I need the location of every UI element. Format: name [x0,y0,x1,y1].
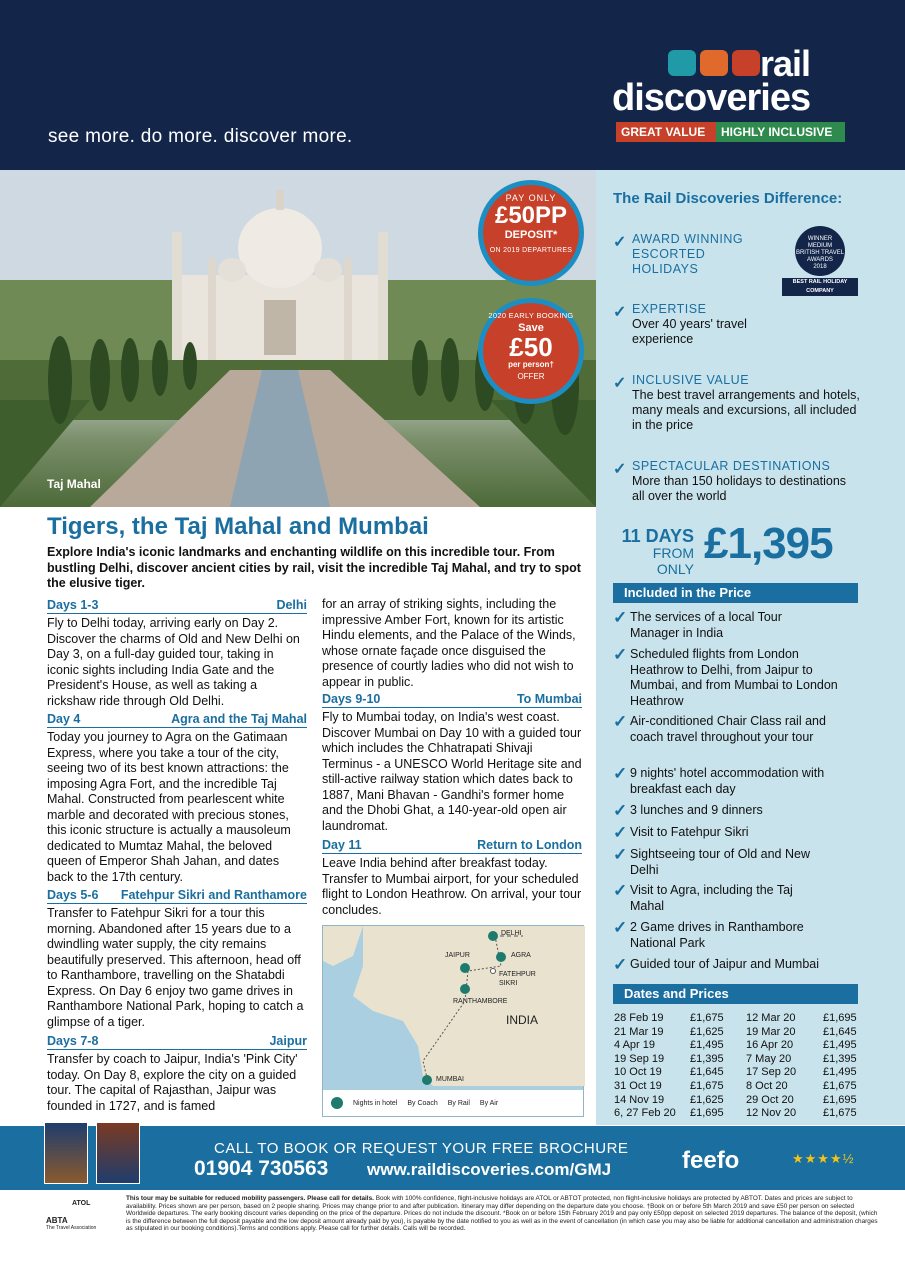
difference-text: More than 150 holidays to destinations all over the world [632,474,847,503]
check-icon: ✓ [613,608,628,627]
included-item [613,957,863,973]
section-body: Fly to Mumbai today, on India's west coast. Discover Mumbai on Day 10 with a guided tour which includes the Chhatrapati Shivaji Terminus - a UNESCO World Heritage site and still-active railway station which dates back to 1887, Mani Bhavan - Gandhi's former home and the Dhobi Ghat, a 140-year-old open air laundromat. [322,710,582,833]
section-day: Days 1-3 [47,598,99,612]
legend-hotel: Nights in hotel [353,1099,398,1107]
check-icon: ✓ [613,712,628,731]
departure-price: £1,395 [823,1052,857,1065]
logo-discoveries[interactable]: discoveries [612,77,811,119]
departure-date: 12 Mar 20 [746,1012,796,1024]
difference-heading: AWARD WINNING ESCORTED HOLIDAYS [632,232,744,276]
included-title: Included in the Price [613,583,858,603]
phone-number[interactable]: 01904 730563 [194,1157,329,1180]
departure-price: £1,495 [823,1066,857,1079]
map-label-ranthambore: RANTHAMBORE [453,998,508,1005]
atol-logo: ATOL [72,1200,91,1207]
award-winner: WINNER [807,236,833,242]
difference-item-award [613,232,773,277]
included-item-text: Air-conditioned Chair Class rail and coach travel throughout your tour [630,714,826,744]
section-body: Transfer by coach to Jaipur, India's 'Pink City' today. On Day 8, explore the city on a guided tour. The capital of Rajasthan, Jaipur was founded in 1727, and is famed [47,1052,298,1113]
deposit-offer-bottom: ON 2019 DEPARTURES [489,247,573,254]
date-row [614,1080,864,1094]
departure-date: 19 Mar 20 [746,1025,796,1038]
map-label-mumbai: MUMBAI [436,1076,464,1083]
tour-price: £1,395 [704,519,833,568]
difference-text: Over 40 years' travel experience [632,317,747,346]
departure-date: 8 Oct 20 [746,1079,788,1092]
included-item-text: Visit to Agra, including the Taj Mahal [630,883,793,913]
early-booking-save: Save [518,322,544,334]
departure-date: 4 Apr 19 [614,1039,655,1052]
tour-length: 11 DAYS [621,526,694,546]
section-header [322,838,582,854]
check-icon: ✓ [613,918,628,937]
early-booking-bottom: OFFER [517,372,545,381]
itinerary-section [322,838,582,918]
check-icon: ✓ [613,823,628,842]
included-item [613,920,863,951]
section-place: Jaipur [269,1034,307,1048]
brochure-cover-2[interactable] [96,1122,140,1184]
map-label-jaipur: JAIPUR [445,952,470,959]
included-item-text: 9 nights' hotel accommodation with breakfast each day [630,766,825,796]
difference-item-expertise [613,302,863,347]
included-item-text: Guided tour of Jaipur and Mumbai [630,957,819,971]
included-item [613,847,863,878]
departure-price: £1,675 [823,1079,857,1092]
dates-table [614,1012,864,1121]
included-item [613,647,863,709]
british-travel-award-badge [782,226,858,296]
check-icon: ✓ [613,881,628,900]
departure-price: £1,495 [823,1039,857,1052]
award-name: BRITISH TRAVEL AWARDS [795,250,845,263]
section-header [47,598,307,614]
legend-rail: By Rail [447,1099,470,1107]
map-marker-agra [496,952,506,962]
date-row [614,1039,864,1053]
section-day: Days 5-6 [47,888,99,902]
included-item-text: Sightseeing tour of Old and New Delhi [630,847,810,877]
departure-date: 19 Sep 19 [614,1052,665,1065]
hero-caption: Taj Mahal [47,477,101,491]
feefo-logo: feefo [682,1147,740,1174]
check-icon: ✓ [613,764,628,783]
section-body: Today you journey to Agra on the Gatimaan Express, where you take a tour of the city, seeing two of its best known attractions: the imposing Agra Fort, and the incredible Taj Mahal. Constructed from pearlescent white marble and decorated with precious stones, this iconic structure is actually a mausoleum dedicated to Mumtaz Mahal, the beloved queen of Emperor Shah Jahan, and dates back to the 17th century. [47,730,291,884]
difference-item-destinations [613,459,863,504]
rating-stars: ★★★★½ [792,1151,855,1166]
departure-date: 21 Mar 19 [614,1025,664,1038]
section-body: Transfer to Fatehpur Sikri for a tour this morning. Abandoned after 15 years due to a dwindling water supply, the city remains beautifully preserved. This afternoon, head off to Ranthambore, travelling on the Shatabdi Express. On Day 6 enjoy two game drives in Ranthambore National Park, hoping to catch a glimpse of a tiger. [47,906,304,1029]
included-item-text: Scheduled flights from London Heathrow to Delhi, from Jaipur to Mumbai, and from Mumbai to London Heathrow [630,647,838,708]
section-place: Delhi [276,598,307,612]
header-banner [0,0,905,170]
map-marker-jaipur [460,963,470,973]
itinerary-section [47,1034,307,1114]
accreditation-logos [46,1200,96,1231]
included-item [613,803,863,819]
departure-date: 31 Oct 19 [614,1079,662,1092]
departure-price: £1,625 [690,1025,724,1038]
departure-price: £1,675 [690,1079,724,1092]
legend-coach: By Coach [407,1099,438,1107]
award-seal [795,226,845,276]
section-body: Leave India behind after breakfast today. Transfer to Mumbai airport, for your scheduled flight to London Heathrow. On arrival, your tour concludes. [322,856,582,917]
departure-price: £1,695 [823,1012,857,1024]
departure-price: £1,645 [823,1025,857,1038]
logo-block-red [732,50,760,76]
map-legend [323,1090,583,1116]
section-day: Days 9-10 [322,692,381,706]
abta-logo: ABTA [46,1216,68,1225]
section-place: Return to London [477,838,582,852]
departure-date: 12 Nov 20 [746,1107,797,1120]
deposit-offer-amount: £50PP [494,202,568,229]
section-header [47,888,307,904]
departure-date: 17 Sep 20 [746,1066,797,1079]
award-medium: MEDIUM [807,243,833,249]
section-header [322,692,582,708]
map-country: INDIA [506,1013,539,1027]
included-item [613,883,863,914]
logo-rail[interactable]: rail [760,43,811,84]
departure-date: 7 May 20 [746,1052,792,1065]
map-label-agra: AGRA [511,952,531,959]
map-marker-mumbai [422,1075,432,1085]
included-item-text: 3 lunches and 9 dinners [630,803,763,817]
itinerary-section [322,692,582,834]
departure-date: 10 Oct 19 [614,1066,662,1079]
departure-price: £1,695 [690,1107,724,1120]
itinerary-section [47,598,307,709]
included-item [613,714,863,745]
call-to-action: CALL TO BOOK OR REQUEST YOUR FREE BROCHURE [214,1140,629,1157]
check-icon: ✓ [613,461,627,478]
brochure-cover-1[interactable] [44,1122,88,1184]
included-item [613,825,863,841]
tour-intro: Explore India's iconic landmarks and enchanting wildlife on this incredible tour. From bustling Delhi, discover ancient cities by rail, visit the incredible Taj Mahal, and try to spot the elusive tiger. [47,545,581,590]
date-row [614,1107,864,1121]
departure-price: £1,695 [823,1093,857,1106]
check-icon: ✓ [613,375,627,392]
legend-hotel-icon [331,1097,343,1109]
legend-air: By Air [479,1099,499,1107]
map-marker-ranthambore [460,984,470,994]
departure-price: £1,675 [690,1012,724,1024]
difference-heading: EXPERTISE [632,302,707,316]
itinerary-section-continued [322,597,582,690]
early-booking-amount: £50 [509,332,553,362]
map-label-fatehpur: FATEHPUR SIKRI [499,971,536,987]
departure-date: 28 Feb 19 [614,1012,664,1024]
check-icon: ✓ [613,645,628,664]
departure-date: 16 Apr 20 [746,1039,794,1052]
deposit-offer-top: PAY ONLY [505,193,557,203]
abta-subtitle: The Travel Association [46,1225,97,1231]
deposit-offer-badge[interactable] [478,180,584,286]
section-place: To Mumbai [516,692,582,706]
check-icon: ✓ [613,304,627,321]
section-place: Agra and the Taj Mahal [171,712,307,726]
difference-heading: INCLUSIVE VALUE [632,373,750,387]
small-print-bold: This tour may be suitable for reduced mobility passengers. Please call for details. [126,1195,374,1202]
difference-heading: SPECTACULAR DESTINATIONS [632,459,831,473]
difference-title: The Rail Discoveries Difference: [613,190,843,207]
check-icon: ✓ [613,845,628,864]
section-header [47,712,307,728]
section-body: Fly to Delhi today, arriving early on Day 2. Discover the charms of Old and New Delhi on Day 3, on a full-day guided tour, taking in iconic sights including India Gate and the President's House, as well as taking a rickshaw ride through Old Delhi. [47,616,300,708]
website-link[interactable]: www.raildiscoveries.com/GMJ [367,1160,612,1179]
section-day: Day 11 [322,838,362,852]
date-row [614,1012,864,1026]
date-row [614,1053,864,1067]
dates-title: Dates and Prices [613,984,858,1004]
date-row [614,1066,864,1080]
logo-blocks [668,50,760,76]
itinerary-section [47,712,307,885]
included-item-text: Visit to Fatehpur Sikri [630,825,749,839]
departure-date: 29 Oct 20 [746,1093,794,1106]
route-map [322,925,584,1117]
early-booking-top: 2020 EARLY BOOKING [488,311,574,320]
difference-text: The best travel arrangements and hotels, many meals and excursions, all included in the price [632,388,860,432]
section-body: for an array of striking sights, including the impressive Amber Fort, known for its artistic Hindu elements, and the Palace of the Winds, whose ornate façade once disguised the presence of courtly ladies who did not wish to appear in public. [322,597,576,689]
logo-block-teal [668,50,696,76]
itinerary-section [47,888,307,1030]
departure-price: £1,625 [690,1093,724,1106]
check-icon: ✓ [613,955,628,974]
logo-block-orange [700,50,728,76]
section-day: Day 4 [47,712,81,726]
included-item-text: 2 Game drives in Ranthambore National Park [630,920,804,950]
included-item [613,766,863,797]
departure-price: £1,395 [690,1052,724,1065]
included-item [613,610,863,641]
badge-great-value: GREAT VALUE [616,122,716,142]
tagline: see more. do more. discover more. [48,126,353,147]
departure-date: 14 Nov 19 [614,1093,665,1106]
date-row [614,1026,864,1040]
map-marker-delhi [488,931,498,941]
difference-item-inclusive [613,373,863,433]
included-item-text: The services of a local Tour Manager in India [630,610,782,640]
section-day: Days 7-8 [47,1034,99,1048]
departure-price: £1,645 [690,1066,724,1079]
small-print [126,1195,881,1233]
departure-date: 6, 27 Feb 20 [614,1107,676,1120]
from-only-label: FROM ONLY [652,545,694,577]
section-place: Fatehpur Sikri and Ranthamore [120,888,307,902]
check-icon: ✓ [613,801,628,820]
early-booking-per-person: per person† [508,360,554,369]
award-year: 2018 [813,264,827,270]
departure-price: £1,495 [690,1039,724,1052]
check-icon: ✓ [613,234,627,251]
deposit-offer-label: DEPOSIT* [504,229,558,241]
early-booking-badge[interactable] [478,298,584,404]
map-label-delhi: DELHI [501,930,522,937]
tour-title: Tigers, the Taj Mahal and Mumbai [47,513,429,540]
date-row [614,1094,864,1108]
departure-price: £1,675 [823,1107,857,1120]
section-header [47,1034,307,1050]
badge-highly-inclusive: HIGHLY INCLUSIVE [716,122,845,142]
award-banner: BEST RAIL HOLIDAY COMPANY [782,278,858,296]
small-print-text: Book with 100% confidence, flight-inclusive holidays are ATOL or ABTOT protected, non flight-inclusive holidays are protected by ABTOT. Dates and prices are subject to availability. Prices shown are per person, based on 2 people sharing. Prices may change prior to and after publication. Itinerary may differ depending on the departure date you choose. †Book on or before 5th March 2019 and save £50 per person on selected Worldwide departures. The early booking discount varies depending on the price of the departure. Prices do not include the discount. *Book on or before 15th February 2019 and pay only £50pp deposit on selected 2019 departures. The balance of the deposit, (which is the difference between the full deposit payable and the low deposit amount already paid by you), is payable by the date notified to you as well as in the event of cancellation (in which case you may also be liable for additional cancellation and administration charges as stipulated in our booking conditions).Terms and conditions apply. Please call for further details. Calls will be recorded. [126,1195,878,1233]
